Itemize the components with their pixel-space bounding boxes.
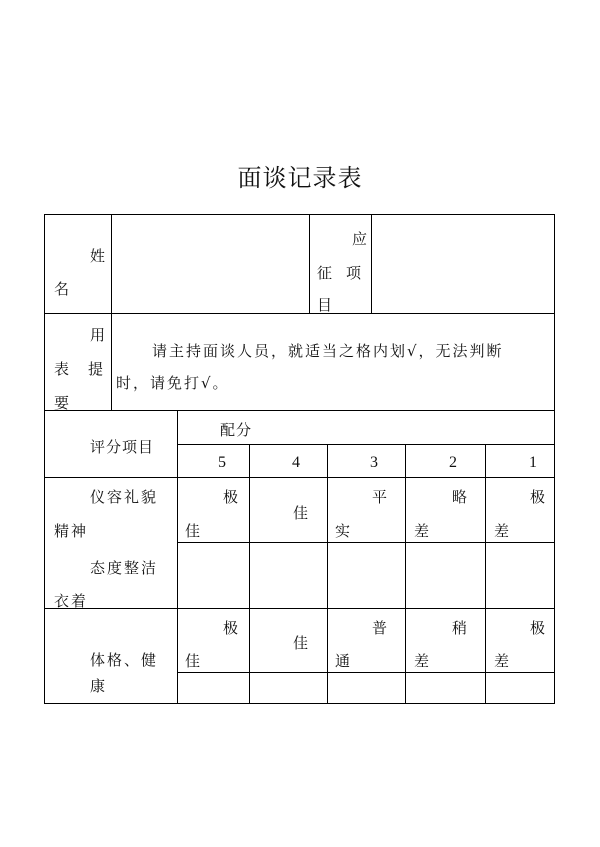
score-1: 1 (529, 454, 537, 471)
usage-label-char1: 用 (90, 326, 106, 344)
appearance-line1: 仪容礼貌 (90, 488, 159, 506)
name-label-char2: 名 (54, 280, 70, 298)
position-label-char1: 应 (352, 230, 368, 248)
health-grade-1-bottom: 差 (494, 652, 510, 670)
divider-row-usage (44, 410, 555, 411)
health-grade-5-bottom: 佳 (185, 652, 201, 670)
divider-score-label (177, 444, 555, 445)
score-2: 2 (449, 454, 457, 471)
appearance-grade-5-top: 极 (223, 488, 239, 506)
appearance-grade-1-bottom: 差 (494, 522, 510, 540)
border-bottom (44, 703, 555, 704)
health-line2: 康 (90, 677, 106, 695)
divider-col-position-value (371, 214, 372, 313)
divider-row-appearance (44, 608, 555, 609)
border-left (44, 214, 45, 704)
divider-col-score-start (177, 410, 178, 704)
divider-row-name (44, 313, 555, 314)
appearance-line2: 精神 (54, 522, 89, 540)
score-5: 5 (218, 454, 226, 471)
appearance-grade-3-top: 平 (372, 488, 388, 506)
divider-health-sub (177, 672, 555, 673)
usage-instruction-line1: 请主持面谈人员，就适当之格内划√，无法判断 (152, 342, 504, 360)
usage-label-char2: 表 (54, 360, 70, 378)
usage-instruction-line2: 时，请免打√。 (116, 374, 230, 392)
position-label-char4: 目 (317, 296, 333, 314)
score-3: 3 (370, 454, 378, 471)
divider-appearance-sub (177, 542, 555, 543)
health-grade-3-top: 普 (372, 619, 388, 637)
divider-col-score-3 (327, 444, 328, 704)
appearance-grade-2-bottom: 差 (414, 522, 430, 540)
score-4: 4 (292, 454, 300, 471)
divider-col-position-label (309, 214, 310, 313)
divider-col-score-2 (405, 444, 406, 704)
health-grade-2-bottom: 差 (414, 652, 430, 670)
health-grade-3-bottom: 通 (335, 652, 351, 670)
name-label-char1: 姓 (90, 247, 106, 265)
appearance-grade-3-bottom: 实 (335, 522, 351, 540)
border-right (554, 214, 555, 704)
divider-col-score-1 (485, 444, 486, 704)
interview-record-table (44, 214, 555, 704)
appearance-grade-4-mid: 佳 (293, 504, 309, 522)
appearance-line4: 衣着 (54, 592, 89, 610)
appearance-grade-5-bottom: 佳 (185, 522, 201, 540)
page-title: 面谈记录表 (237, 164, 363, 192)
border-top (44, 214, 555, 215)
health-line1: 体格、健 (90, 651, 159, 669)
usage-label-char4: 要 (54, 394, 70, 412)
appearance-grade-2-top: 略 (452, 488, 468, 506)
divider-row-scoring (44, 477, 555, 478)
divider-col-score-4 (249, 444, 250, 704)
health-grade-2-top: 稍 (452, 619, 468, 637)
position-label-char3: 项 (346, 264, 362, 282)
scoring-item-label: 评分项目 (90, 438, 155, 456)
usage-label-char3: 提 (88, 360, 104, 378)
position-label-char2: 征 (317, 264, 333, 282)
appearance-grade-1-top: 极 (530, 488, 546, 506)
health-grade-4-mid: 佳 (293, 634, 309, 652)
health-grade-1-top: 极 (530, 619, 546, 637)
health-grade-5-top: 极 (223, 619, 239, 637)
appearance-line3: 态度整洁 (90, 559, 159, 577)
scoring-score-label: 配分 (220, 421, 253, 439)
divider-col-label (111, 214, 112, 410)
